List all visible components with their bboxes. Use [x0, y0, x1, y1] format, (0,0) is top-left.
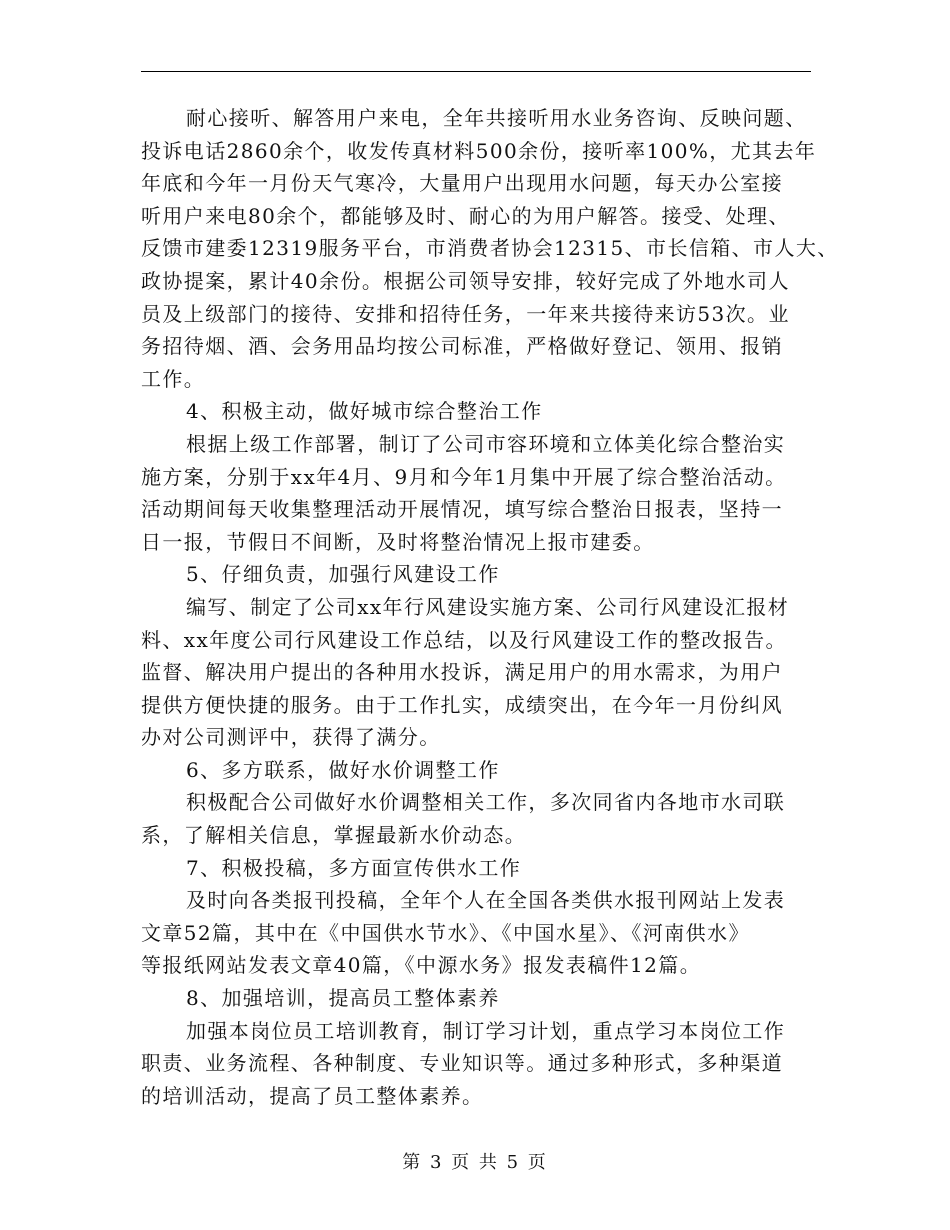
text-line: 反馈市建委12319服务平台，市消费者协会12315、市长信箱、市人大、 [141, 236, 839, 261]
text-line: 员及上级部门的接待、安排和招待任务，一年来共接待来访53次。业 [141, 301, 790, 326]
text-line: 积极配合公司做好水价调整相关工作，多次同省内各地市水司联 [186, 790, 786, 815]
text-line: 提供方便快捷的服务。由于工作扎实，成绩突出，在今年一月份纠风 [141, 692, 783, 717]
text-line: 文章52篇，其中在《中国供水节水》、《中国水星》、《河南供水》 [141, 920, 750, 945]
text-line: 办对公司测评中，获得了满分。 [141, 725, 441, 750]
section-heading: 8、加强培训，提高员工整体素养 [186, 986, 500, 1011]
text-line: 活动期间每天收集整理活动开展情况，填写综合整治日报表，坚持一 [141, 497, 783, 522]
text-line: 日一报，节假日不间断，及时将整治情况上报市建委。 [141, 529, 655, 554]
text-line: 编写、制定了公司xx年行风建设实施方案、公司行风建设汇报材 [186, 594, 790, 619]
text-line: 料、xx年度公司行风建设工作总结，以及行风建设工作的整改报告。 [141, 627, 787, 652]
text-line: 务招待烟、酒、会务用品均按公司标准，严格做好登记、领用、报销 [141, 334, 783, 359]
page-number-footer: 第 3 页 共 5 页 [402, 1152, 548, 1173]
text-line: 职责、业务流程、各种制度、专业知识等。通过多种形式，多种渠道 [141, 1051, 783, 1076]
text-line: 的培训活动，提高了员工整体素养。 [141, 1083, 484, 1108]
text-line: 系，了解相关信息，掌握最新水价动态。 [141, 823, 527, 848]
text-line: 施方案，分别于xx年4月、9月和今年1月集中开展了综合整治活动。 [141, 464, 787, 489]
text-line: 听用户来电80余个，都能够及时、耐心的为用户解答。接受、处理、 [141, 203, 790, 228]
text-line: 投诉电话2860余个，收发传真材料500余份，接听率100%，尤其去年 [141, 138, 817, 163]
text-line: 监督、解决用户提出的各种用水投诉，满足用户的用水需求，为用户 [141, 660, 783, 685]
section-heading: 4、积极主动，做好城市综合整治工作 [186, 399, 543, 424]
section-heading: 7、积极投稿，多方面宣传供水工作 [186, 855, 522, 880]
section-heading: 6、多方联系，做好水价调整工作 [186, 757, 500, 782]
text-line: 等报纸网站发表文章40篇，《中源水务》报发表稿件12篇。 [141, 953, 702, 978]
text-line: 及时向各类报刊投稿，全年个人在全国各类供水报刊网站上发表 [186, 888, 786, 913]
text-line: 根据上级工作部署，制订了公司市容环境和立体美化综合整治实 [186, 431, 786, 456]
text-line: 加强本岗位员工培训教育，制订学习计划，重点学习本岗位工作 [186, 1018, 786, 1043]
section-heading: 5、仔细负责，加强行风建设工作 [186, 562, 500, 587]
text-line: 政协提案，累计40余份。根据公司领导安排，较好完成了外地水司人 [141, 268, 790, 293]
text-line: 耐心接听、解答用户来电，全年共接听用水业务咨询、反映问题、 [186, 106, 807, 130]
text-line: 年底和今年一月份天气寒冷，大量用户出现用水问题，每天办公室接 [141, 171, 783, 196]
text-line: 工作。 [141, 366, 206, 391]
header-rule [141, 71, 811, 72]
document-body [141, 102, 839, 1112]
